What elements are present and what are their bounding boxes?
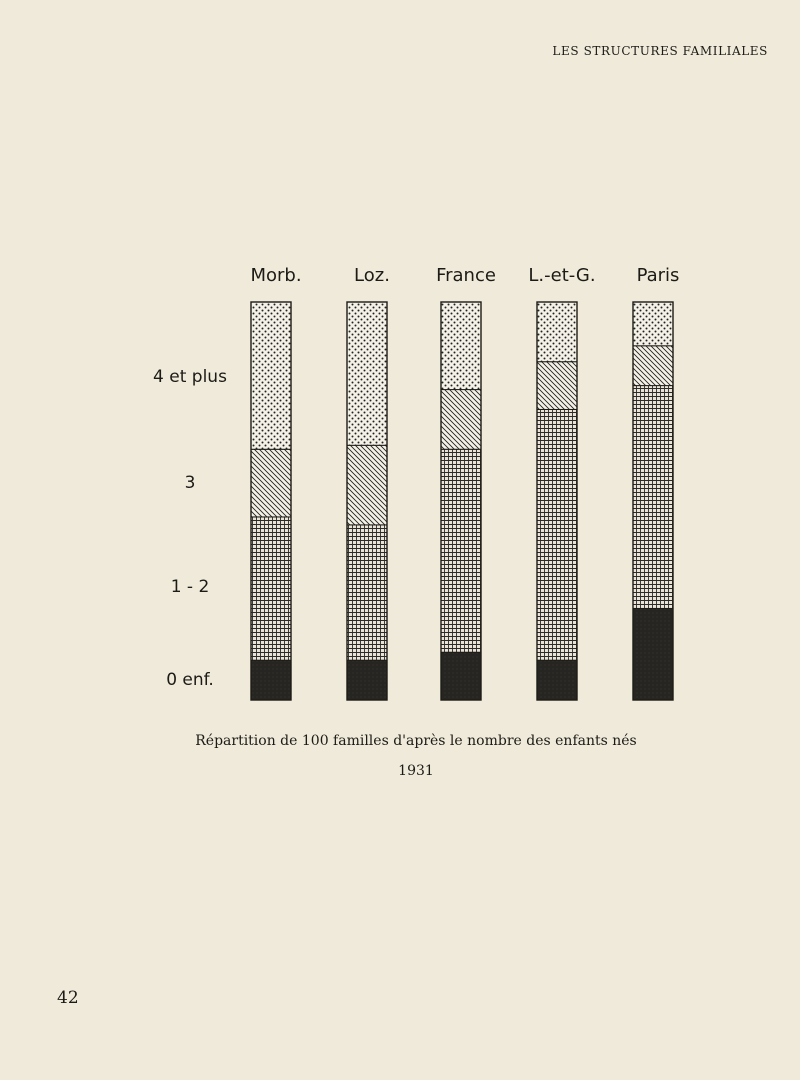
bar-segment-loz-3	[347, 445, 387, 525]
bar-segment-paris-3	[633, 346, 673, 386]
bar-segment-l-et-g-0-enf	[537, 660, 577, 700]
legend-label-0-enf: 0 enf.	[166, 670, 214, 690]
category-label-morb: Morb.	[250, 265, 302, 286]
page-number: 42	[57, 988, 79, 1008]
bar-segment-france-3	[441, 390, 481, 450]
bar-segment-paris-0-enf	[633, 608, 673, 700]
legend	[153, 367, 227, 690]
category-label-l-et-g: L.-et-G.	[528, 265, 596, 286]
bar-segment-morb-1-2	[251, 517, 291, 660]
legend-label-3: 3	[184, 473, 196, 493]
bar-segment-l-et-g-3	[537, 362, 577, 410]
category-label-loz: Loz.	[354, 265, 390, 286]
category-label-paris: Paris	[636, 265, 680, 286]
bar-segment-france-4-et-plus	[441, 302, 481, 390]
bar-segment-loz-1-2	[347, 525, 387, 660]
bar-segment-l-et-g-4-et-plus	[537, 302, 577, 362]
bar-segment-l-et-g-1-2	[537, 409, 577, 660]
caption-line-1: Répartition de 100 familles d'après le nombre des enfants nés	[195, 733, 637, 749]
bar-segment-morb-3	[251, 449, 291, 517]
bar-segment-loz-4-et-plus	[347, 302, 387, 445]
bar-segment-paris-1-2	[633, 386, 673, 609]
bar-segment-paris-4-et-plus	[633, 302, 673, 346]
bar-segment-france-0-enf	[441, 652, 481, 700]
caption-line-2: 1931	[398, 763, 434, 779]
running-head: LES STRUCTURES FAMILIALES	[552, 44, 768, 58]
legend-label-4-et-plus: 4 et plus	[153, 367, 227, 387]
bar-segment-morb-0-enf	[251, 660, 291, 700]
figure-caption	[0, 726, 800, 786]
category-labels	[250, 265, 679, 286]
bar-segment-loz-0-enf	[347, 660, 387, 700]
legend-label-1-2: 1 - 2	[170, 577, 210, 597]
category-label-france: France	[436, 265, 496, 286]
bars	[251, 302, 673, 700]
bar-segment-morb-4-et-plus	[251, 302, 291, 449]
bar-segment-france-1-2	[441, 449, 481, 652]
